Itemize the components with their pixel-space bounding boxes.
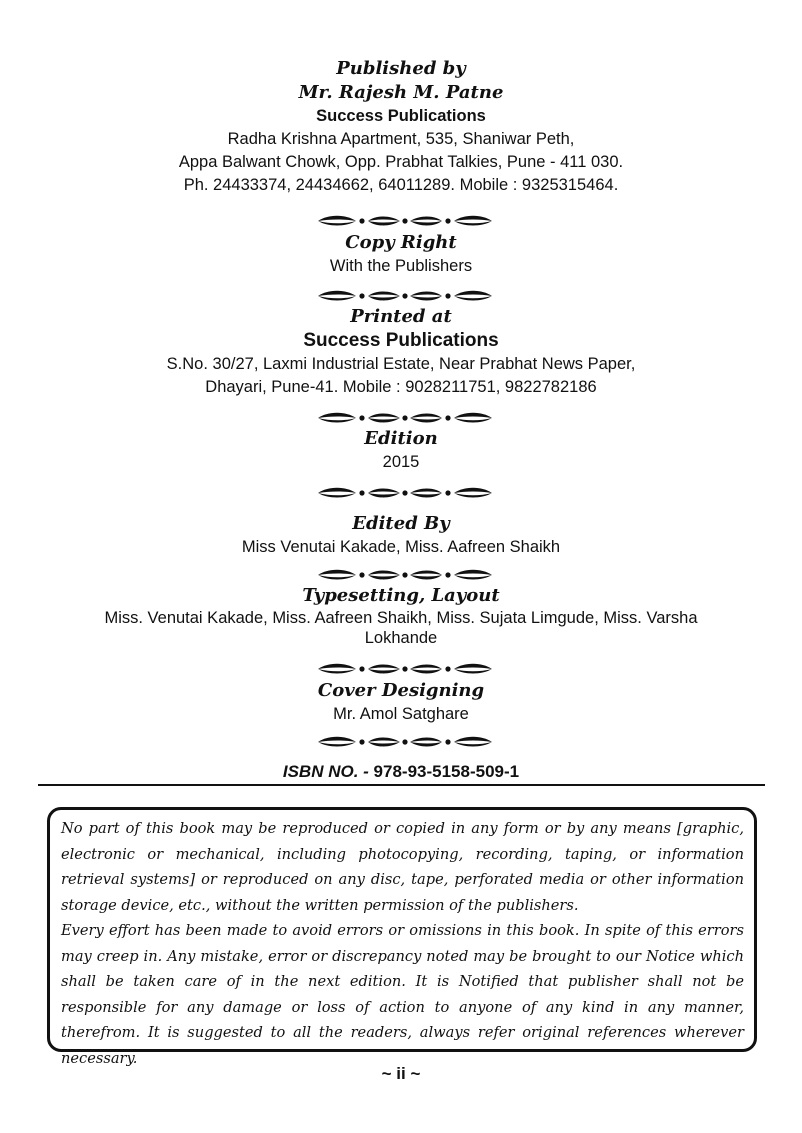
printed-section: [40, 305, 762, 399]
printed-company: Success Publications: [303, 330, 499, 351]
copyright-heading: Copy Right: [345, 232, 457, 253]
page-number: ~ ii ~: [381, 1064, 421, 1083]
isbn-number: 978-93-5158-509-1: [373, 762, 520, 781]
publisher-name: Mr. Rajesh M. Patne: [298, 82, 504, 103]
edition-year: 2015: [382, 453, 420, 471]
printed-address-line1: S.No. 30/27, Laxmi Industrial Estate, Near Prabhat News Paper,: [166, 355, 636, 373]
cover-heading: Cover Designing: [317, 680, 485, 701]
ornament-divider-icon: [316, 411, 494, 425]
horizontal-divider: [38, 784, 765, 786]
ornament-divider-icon: [316, 486, 494, 500]
ornament-divider-icon: [316, 735, 494, 749]
typesetting-names-line1: Miss. Venutai Kakade, Miss. Aafreen Shaikh, Miss. Sujata Limgude, Miss. Varsha: [104, 609, 698, 627]
isbn-line: [40, 761, 762, 783]
typesetting-names-line2: Lokhande: [364, 629, 438, 647]
cover-name: Mr. Amol Satghare: [333, 705, 469, 723]
edited-heading: Edited By: [352, 513, 450, 534]
typesetting-heading: Typesetting, Layout: [302, 585, 500, 606]
notice-box: [47, 807, 757, 1067]
publisher-heading: Published by: [336, 58, 466, 79]
publisher-address-line2: Appa Balwant Chowk, Opp. Prabhat Talkies, Pune - 411 030.: [178, 153, 624, 171]
ornament-divider-icon: [316, 289, 494, 303]
publisher-company: Success Publications: [316, 107, 486, 125]
edition-section: [40, 427, 762, 474]
ornament-divider-icon: [316, 662, 494, 676]
isbn-label: ISBN NO. -: [282, 762, 374, 781]
printed-heading: Printed at: [350, 306, 452, 327]
edited-names: Miss Venutai Kakade, Miss. Aafreen Shaikh: [241, 538, 561, 556]
publisher-address-line1: Radha Krishna Apartment, 535, Shaniwar Peth,: [227, 130, 575, 148]
typesetting-section: [40, 584, 762, 648]
copyright-text: With the Publishers: [329, 257, 473, 275]
notice-paragraph-copying: No part of this book may be reproduced or copied in any form or by any means [graphic, electronic or mechanical, including photocopying, recording, taping, or information retrieval systems] or reproduced on any disc, tape, perforated media or other information storage device, etc., without the written permission of the publishers.: [61, 820, 744, 914]
ornament-divider-icon: [316, 214, 494, 228]
edited-section: [40, 512, 762, 559]
cover-section: [40, 679, 762, 726]
notice-paragraph-errors: Every effort has been made to avoid errors or omissions in this book. In spite of this errors may creep in. Any mistake, error or discrepancy noted may be brought to our Notice which shall be taken care of in the next edition. It is Notified that publisher shall not be responsible for any damage or loss of action to anyone of any kind in any manner, therefrom. It is suggested to all the readers, always refer original references wherever necessary.: [61, 922, 744, 1067]
ornament-divider-icon: [316, 568, 494, 582]
edition-heading: Edition: [364, 428, 438, 449]
publisher-section: [40, 57, 762, 197]
printed-address-line2: Dhayari, Pune-41. Mobile : 9028211751, 9822782186: [205, 378, 597, 396]
publisher-phone: Ph. 24433374, 24434662, 64011289. Mobile : 9325315464.: [183, 176, 619, 194]
copyright-section: [40, 231, 762, 278]
